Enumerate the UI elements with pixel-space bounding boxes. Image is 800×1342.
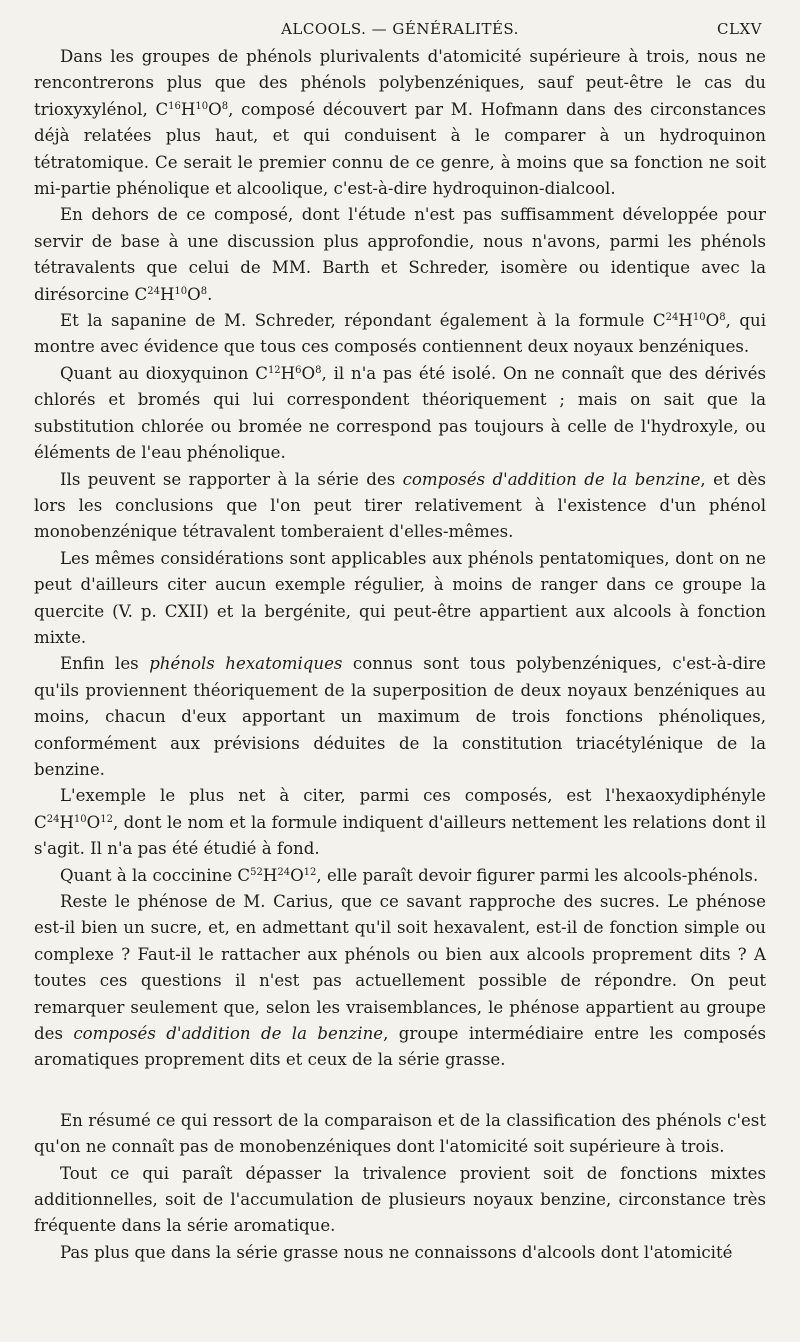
text-run: , et dès lors les conclusions que l'on peut tirer relativement à l'existence d'un phénol monobenzénique tétravalent tomberaient d'elles-mêmes. [34,469,766,542]
formula-index: 24 [665,312,679,324]
text-run: , dont le nom et la formule indiquent d'ailleurs nettement les relations dont il s'agit. Il n'a pas été étudié à fond. [34,812,766,859]
text-run: , il n'a pas été isolé. On ne connaît que des dérivés chlorés et bromés qui lui correspondent théoriquement ; mais on sait que la substitution chlorée ou bromée ne correspond pas toujours à celle de l'hydroxyle, ou éléments de l'eau phénolique. [34,363,766,463]
formula-index: 8 [221,100,229,112]
paragraph-p7 [34,651,766,783]
italic-phrase: composés d'addition de la benzine [402,469,701,489]
formula-index: 10 [174,285,188,297]
formula-index: 12 [100,813,113,825]
formula-index: 24 [46,813,60,825]
paragraph-p6 [34,546,766,652]
paragraph-p11 [34,1108,766,1161]
text-run: , composé découvert par M. Hofmann dans des circonstances déjà relatées plus haut, et qui conduisent à le comparer à un hydroquinon tétratomique. Ce serait le premier connu de ce genre, à moins que sa fonction ne soit mi-partie phénolique et alcoolique, c'est-à-dire hydroquinon-dialcool. [34,99,766,199]
paragraph-p13 [34,1240,766,1266]
text-run: L'exemple le plus net à citer, parmi ces composés, est l'hexaoxydiphényle C [34,786,766,832]
formula-index: 12 [267,364,281,376]
page-number: CLXV [717,20,762,38]
formula-index: 10 [692,312,706,324]
paragraph-p8 [34,783,766,862]
formula-index: 24 [277,866,291,878]
paragraph-p12 [34,1161,766,1240]
formula-index: 6 [295,364,302,376]
text-run: O [290,865,304,885]
text-run: En résumé ce qui ressort de la comparaison et de la classification des phénols c'est qu'on ne connaît pas de monobenzéniques dont l'atomicité soit supérieure à trois. [34,1110,766,1157]
text-run: H [678,311,693,331]
text-run: H [280,363,296,383]
formula-index: 52 [250,866,263,878]
formula-index: 12 [303,866,317,878]
text-run: , qui montre avec évidence que tous ces composés contiennent deux noyaux benzéniques. [34,311,767,357]
formula-index: 10 [195,100,209,112]
text-run: O [705,311,720,331]
text-run: Et la sapanine de M. Schreder, répondant également à la formule C [60,311,666,331]
text-run: . [207,284,213,304]
text-run: , elle paraît devoir figurer parmi les alcools-phénols. [316,865,759,885]
text-run: Ils peuvent se rapporter à la série des [60,469,403,489]
text-run: O [208,99,222,119]
body-text [34,44,766,1266]
text-run: En dehors de ce composé, dont l'étude n'est pas suffisamment développée pour servir de base à une discussion plus approfondie, nous n'avons, parmi les phénols tétravalents que celui de MM. Barth et Schreder, isomère ou identique avec la dirésorcine C [34,205,766,304]
formula-index: 24 [147,285,160,297]
italic-phrase: phénols hexatomiques [149,654,343,674]
text-run: O [86,812,101,832]
text-run: Tout ce qui paraît dépasser la trivalence provient soit de fonctions mixtes additionnelles, soit de l'accumulation de plusieurs noyaux benzine, circonstance très fréquente dans la série aromatique. [34,1163,766,1236]
text-run: Quant à la coccinine C [60,865,251,885]
text-run: Quant au dioxyquinon C [60,363,268,383]
text-run: Reste le phénose de M. Carius, que ce savant rapproche des sucres. Le phénose est-il bien un sucre, et, en admettant qu'il soit hexavalent, est-il de fonction simple ou complexe ? Faut-il le rattacher aux phénols ou bien aux alcools proprement dits ? A toutes ces questions il n'est pas actuellement possible de répondre. On peut remarquer seulement que, selon les vraisemblances, le phénose appartient au groupe des [34,892,766,1044]
text-run: H [262,865,278,885]
paragraph-p9 [34,863,766,889]
paragraph-p2 [34,202,766,308]
paragraph-p4 [34,361,766,467]
running-title: ALCOOLS. — GÉNÉRALITÉS. [281,20,519,38]
running-header [34,14,766,44]
paragraph-p5 [34,467,766,546]
italic-phrase: composés d'addition de la benzine [73,1024,384,1044]
formula-index: 8 [315,364,322,376]
text-run: H [159,284,175,304]
text-run: O [187,284,201,304]
formula-index: 8 [719,312,726,324]
text-run: connus sont tous polybenzéniques, c'est-à-dire qu'ils proviennent théoriquement de la superposition de deux noyaux benzéniques au moins, chacun d'eux apportant un maximum de trois fonctions phénoliques, conformément aux prévisions déduites de la constitution triacétylénique de la benzine. [34,654,767,779]
formula-index: 10 [73,813,87,825]
paragraph-p10 [34,889,766,1074]
paragraph-p1 [34,44,766,202]
text-run: Enfin les [60,654,150,674]
formula-index: 16 [168,100,181,112]
text-run: Les mêmes considérations sont applicables aux phénols pentatomiques, dont on ne peut d'ailleurs citer aucun exemple régulier, à moins de ranger dans ce groupe la quercite (V. p. CXII) et la bergénite, qui peut-être appartient aux alcools à fonction mixte. [34,548,766,647]
text-run: Dans les groupes de phénols plurivalents d'atomicité supérieure à trois, nous ne rencontrerons plus que des phénols polybenzéniques, sauf peut-être le cas du trioxyxylénol, C [34,47,766,119]
text-run: O [301,363,316,383]
paragraph-p3 [34,308,766,361]
text-run: H [180,99,196,119]
text-run: H [59,812,74,832]
text-run: Pas plus que dans la série grasse nous ne connaissons d'alcools dont l'atomicité [60,1242,733,1262]
text-run: , groupe intermédiaire entre les composés aromatiques proprement dits et ceux de la série grasse. [34,1024,767,1070]
formula-index: 8 [200,285,208,297]
